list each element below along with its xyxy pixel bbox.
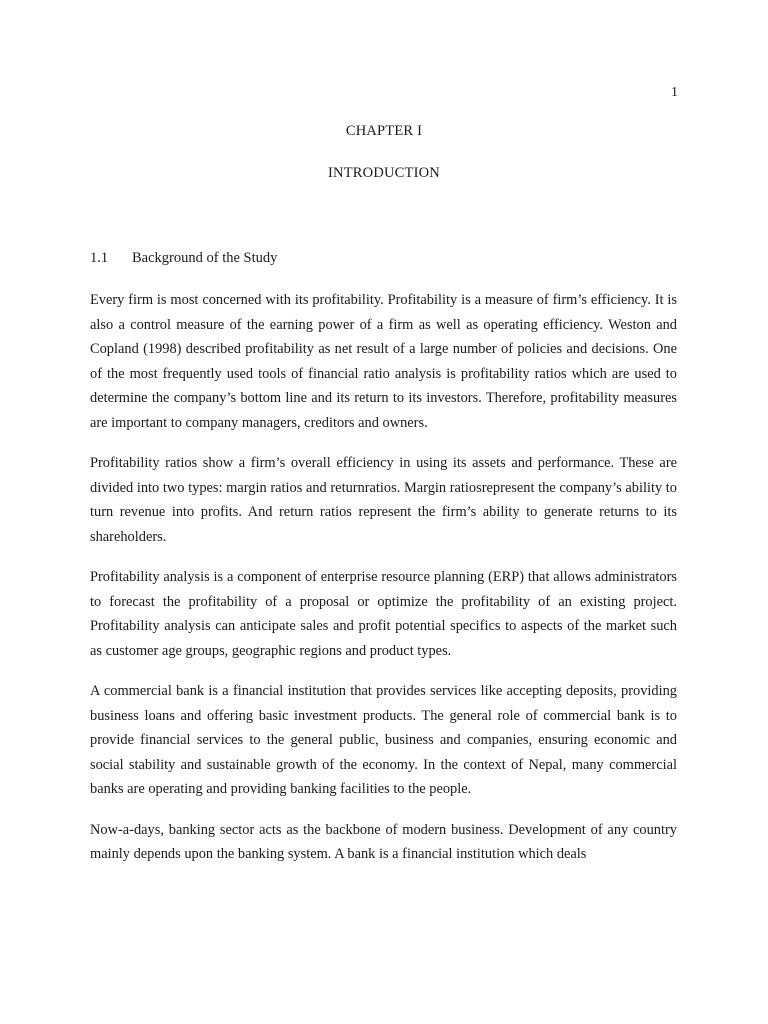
page-number: 1 [671,85,678,100]
paragraph: A commercial bank is a financial institution that provides services like accepting deposits, providing business loans and offering basic investment products. The general role of commercial bank is to provide financial services to the general public, business and companies, ensuring economic and social stability and sustainable growth of the economy. In the context of Nepal, many commercial banks are operating and providing banking facilities to the people. [90,683,677,797]
paragraph: Profitability ratios show a firm’s overall efficiency in using its assets and performance. These are divided into two types: margin ratios and returnratios. Margin ratiosrepresent the company’s ability to turn revenue into profits. And return ratios represent the firm’s ability to generate returns to its shareholders. [90,455,677,545]
paragraph: Profitability analysis is a component of enterprise resource planning (ERP) that allows administrators to forecast the profitability of a proposal or optimize the profitability of an existing project. Profitability analysis can anticipate sales and profit potential specifics to aspects of the market such as customer age groups, geographic regions and product types. [90,569,677,659]
body-text [90,288,677,883]
section-number: 1.1 [90,250,109,266]
paragraph: Now-a-days, banking sector acts as the backbone of modern business. Development of any country mainly depends upon the banking system. A bank is a financial institution which deals [90,821,677,862]
paragraph: Every firm is most concerned with its profitability. Profitability is a measure of firm’s efficiency. It is also a control measure of the earning power of a firm as well as operating efficiency. Weston and Copland (1998) described profitability as net result of a large number of policies and decisions. One of the most frequently used tools of financial ratio analysis is profitability ratios which are used to determine the company’s bottom line and its return to its investors. Therefore, profitability measures are important to company managers, creditors and owners. [90,292,677,431]
section-heading [90,249,277,267]
chapter-title: INTRODUCTION [328,165,440,181]
chapter-label: CHAPTER I [345,123,423,139]
section-title: Background of the Study [132,250,278,266]
